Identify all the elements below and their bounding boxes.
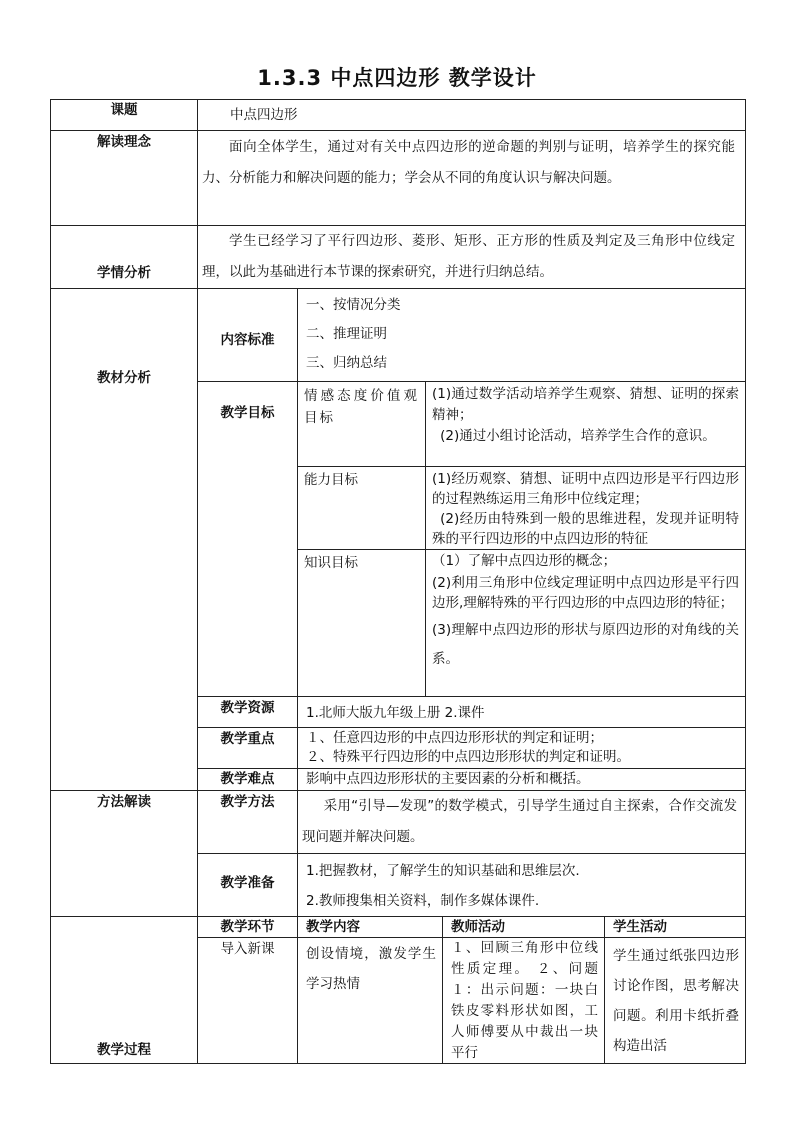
row-jiaoshi: １、回顾三角形中位线性质定理。 ２、问题１：出示问题：一块白铁皮零料形状如图，工人师傅要从中裁出一块平行	[442, 937, 605, 1064]
label-jiaocai: 教材分析	[50, 288, 198, 791]
neirong-item: 三、归纳总结	[306, 355, 387, 371]
goal1-text: (1)通过数学活动培养学生观察、猜想、证明的探索精神； (2)通过小组讨论活动，培养学生合作的意识。	[425, 381, 746, 467]
label-fangfa: 教学方法	[197, 790, 298, 854]
label-fangfa-jiedu: 方法解读	[50, 790, 198, 917]
label-guocheng: 教学过程	[50, 916, 198, 1064]
goal3-label: 知识目标	[297, 549, 426, 697]
value-nandian: 影响中点四边形形状的主要因素的分析和概括。	[297, 768, 746, 791]
label-ziyuan: 教学资源	[197, 696, 298, 728]
label-nandian: 教学难点	[197, 768, 298, 791]
value-zhongdian: １、任意四边形的中点四边形形状的判定和证明； ２、特殊平行四边形的中点四边形形状的判定和证明。	[297, 727, 746, 769]
label-neirong: 内容标准	[197, 288, 298, 382]
value-keti: 中点四边形	[197, 99, 746, 131]
document-title: 1.3.3 中点四边形 教学设计	[257, 66, 537, 90]
value-neirong	[297, 288, 746, 382]
label-zhunbei: 教学准备	[197, 853, 298, 917]
label-keti: 课题	[50, 99, 198, 131]
value-xueqing: 学生已经学习了平行四边形、菱形、矩形、正方形的性质及判定及三角形中位线定理，以此为基础进行本节课的探索研究，并进行归纳总结。	[197, 225, 746, 289]
value-zhunbei: 1.把握教材，了解学生的知识基础和思维层次. 2.教师搜集相关资料，制作多媒体课件.	[297, 853, 746, 917]
row-xuesheng: 学生通过纸张四边形讨论作图，思考解决问题。利用卡纸折叠构造出活	[604, 937, 746, 1064]
goal1-label: 情感态度价值观目标	[297, 381, 426, 467]
header-huanjie: 教学环节	[197, 916, 298, 938]
label-jiedu: 解读理念	[50, 130, 198, 226]
row-huanjie: 导入新课	[197, 937, 298, 1064]
label-mubiao: 教学目标	[197, 381, 298, 697]
goal3-text: （1）了解中点四边形的概念； (2)利用三角形中位线定理证明中点四边形是平行四边形,理解特殊的平行四边形的中点四边形的特征； (3)理解中点四边形的形状与原四边形的对角线的关系。	[425, 549, 746, 697]
value-ziyuan: 1.北师大版九年级上册 2.课件	[297, 696, 746, 728]
header-neirong: 教学内容	[297, 916, 443, 938]
header-xuesheng: 学生活动	[604, 916, 746, 938]
neirong-item: 二、推理证明	[306, 326, 387, 342]
label-zhongdian: 教学重点	[197, 727, 298, 769]
label-xueqing: 学情分析	[50, 225, 198, 289]
goal2-label: 能力目标	[297, 466, 426, 550]
row-neirong: 创设情境，激发学生学习热情	[297, 937, 443, 1064]
goal2-text: (1)经历观察、猜想、证明中点四边形是平行四边形的过程熟练运用三角形中位线定理； (2)经历由特殊到一般的思维进程，发现并证明特殊的平行四边形的中点四边形的特征	[425, 466, 746, 550]
neirong-item: 一、按情况分类	[306, 297, 401, 313]
header-jiaoshi: 教师活动	[442, 916, 605, 938]
value-fangfa: 采用“引导—发现”的数学模式，引导学生通过自主探索，合作交流发现问题并解决问题。	[297, 790, 746, 854]
value-jiedu: 面向全体学生，通过对有关中点四边形的逆命题的判别与证明，培养学生的探究能力、分析能力和解决问题的能力；学会从不同的角度认识与解决问题。	[197, 130, 746, 226]
